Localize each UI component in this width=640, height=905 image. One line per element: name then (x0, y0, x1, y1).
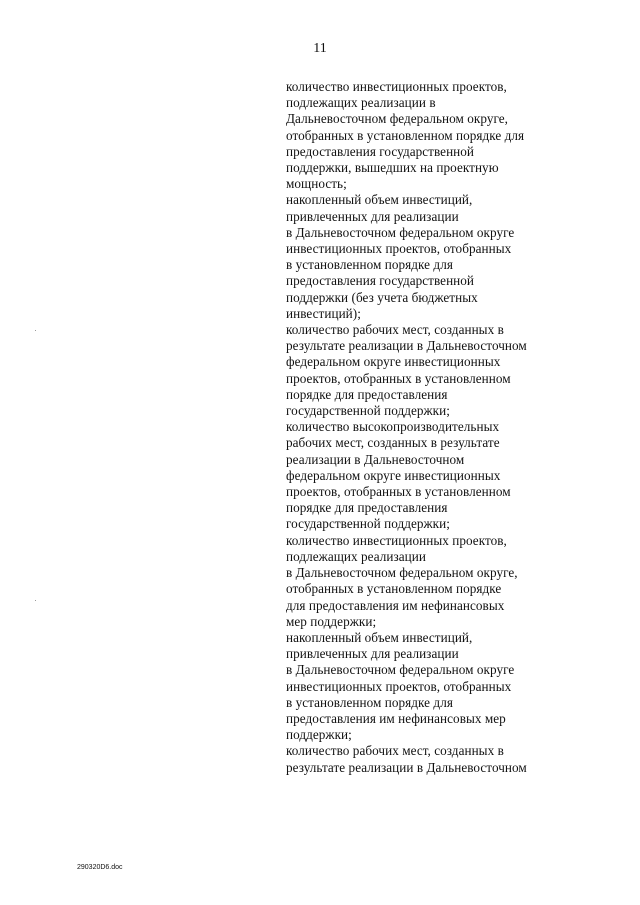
text-line: предоставления государственной (286, 273, 475, 289)
text-line: подлежащих реализации в (286, 95, 436, 111)
text-line: Дальневосточном федеральном округе, (286, 111, 509, 127)
text-line: отобранных в установленном порядке для (286, 127, 525, 143)
text-line: рабочих мест, созданных в результате (286, 435, 500, 451)
text-line: порядке для предоставления (286, 500, 448, 516)
text-line: государственной поддержки; (286, 403, 450, 419)
text-line: количество рабочих мест, созданных в (286, 322, 504, 338)
scan-speck (35, 600, 36, 601)
text-line: накопленный объем инвестиций, (286, 629, 473, 645)
text-line: поддержки; (286, 727, 352, 743)
text-line: результате реализации в Дальневосточном (286, 759, 527, 775)
text-line: реализации в Дальневосточном (286, 451, 465, 467)
text-line: количество высокопроизводительных (286, 419, 500, 435)
text-line: проектов, отобранных в установленном (286, 484, 511, 500)
text-line: инвестиционных проектов, отобранных (286, 678, 512, 694)
body-text (286, 79, 586, 776)
text-line: количество инвестиционных проектов, (286, 532, 507, 548)
text-line: федеральном округе инвестиционных (286, 354, 501, 370)
text-line: федеральном округе инвестиционных (286, 467, 501, 483)
text-line: инвестиций); (286, 305, 361, 321)
text-line: в Дальневосточном федеральном округе, (286, 565, 518, 581)
text-line: в Дальневосточном федеральном округе (286, 662, 515, 678)
text-line: предоставления государственной (286, 143, 475, 159)
text-line: инвестиционных проектов, отобранных (286, 241, 512, 257)
footer-filename: 290320D6.doc (77, 864, 123, 871)
text-line: для предоставления им нефинансовых (286, 597, 505, 613)
text-line: отобранных в установленном порядке (286, 581, 502, 597)
text-line: государственной поддержки; (286, 516, 450, 532)
text-line: подлежащих реализации (286, 548, 426, 564)
text-line: привлеченных для реализации (286, 208, 459, 224)
text-line: проектов, отобранных в установленном (286, 370, 511, 386)
text-line: результате реализации в Дальневосточном (286, 338, 527, 354)
text-line: мер поддержки; (286, 613, 377, 629)
text-line: предоставления им нефинансовых мер (286, 710, 506, 726)
text-line: в установленном порядке для (286, 257, 453, 273)
text-line: привлеченных для реализации (286, 646, 459, 662)
text-line: количество инвестиционных проектов, (286, 79, 507, 94)
text-line: в установленном порядке для (286, 694, 453, 710)
scan-speck (35, 330, 36, 331)
text-line: порядке для предоставления (286, 386, 448, 402)
text-line: накопленный объем инвестиций, (286, 192, 473, 208)
text-line: поддержки (без учета бюджетных (286, 289, 478, 305)
page-number: 11 (313, 41, 327, 56)
text-line: в Дальневосточном федеральном округе (286, 224, 515, 240)
text-line: поддержки, вышедших на проектную (286, 160, 499, 176)
text-line: мощность; (286, 176, 347, 192)
text-line: количество рабочих мест, созданных в (286, 743, 504, 759)
